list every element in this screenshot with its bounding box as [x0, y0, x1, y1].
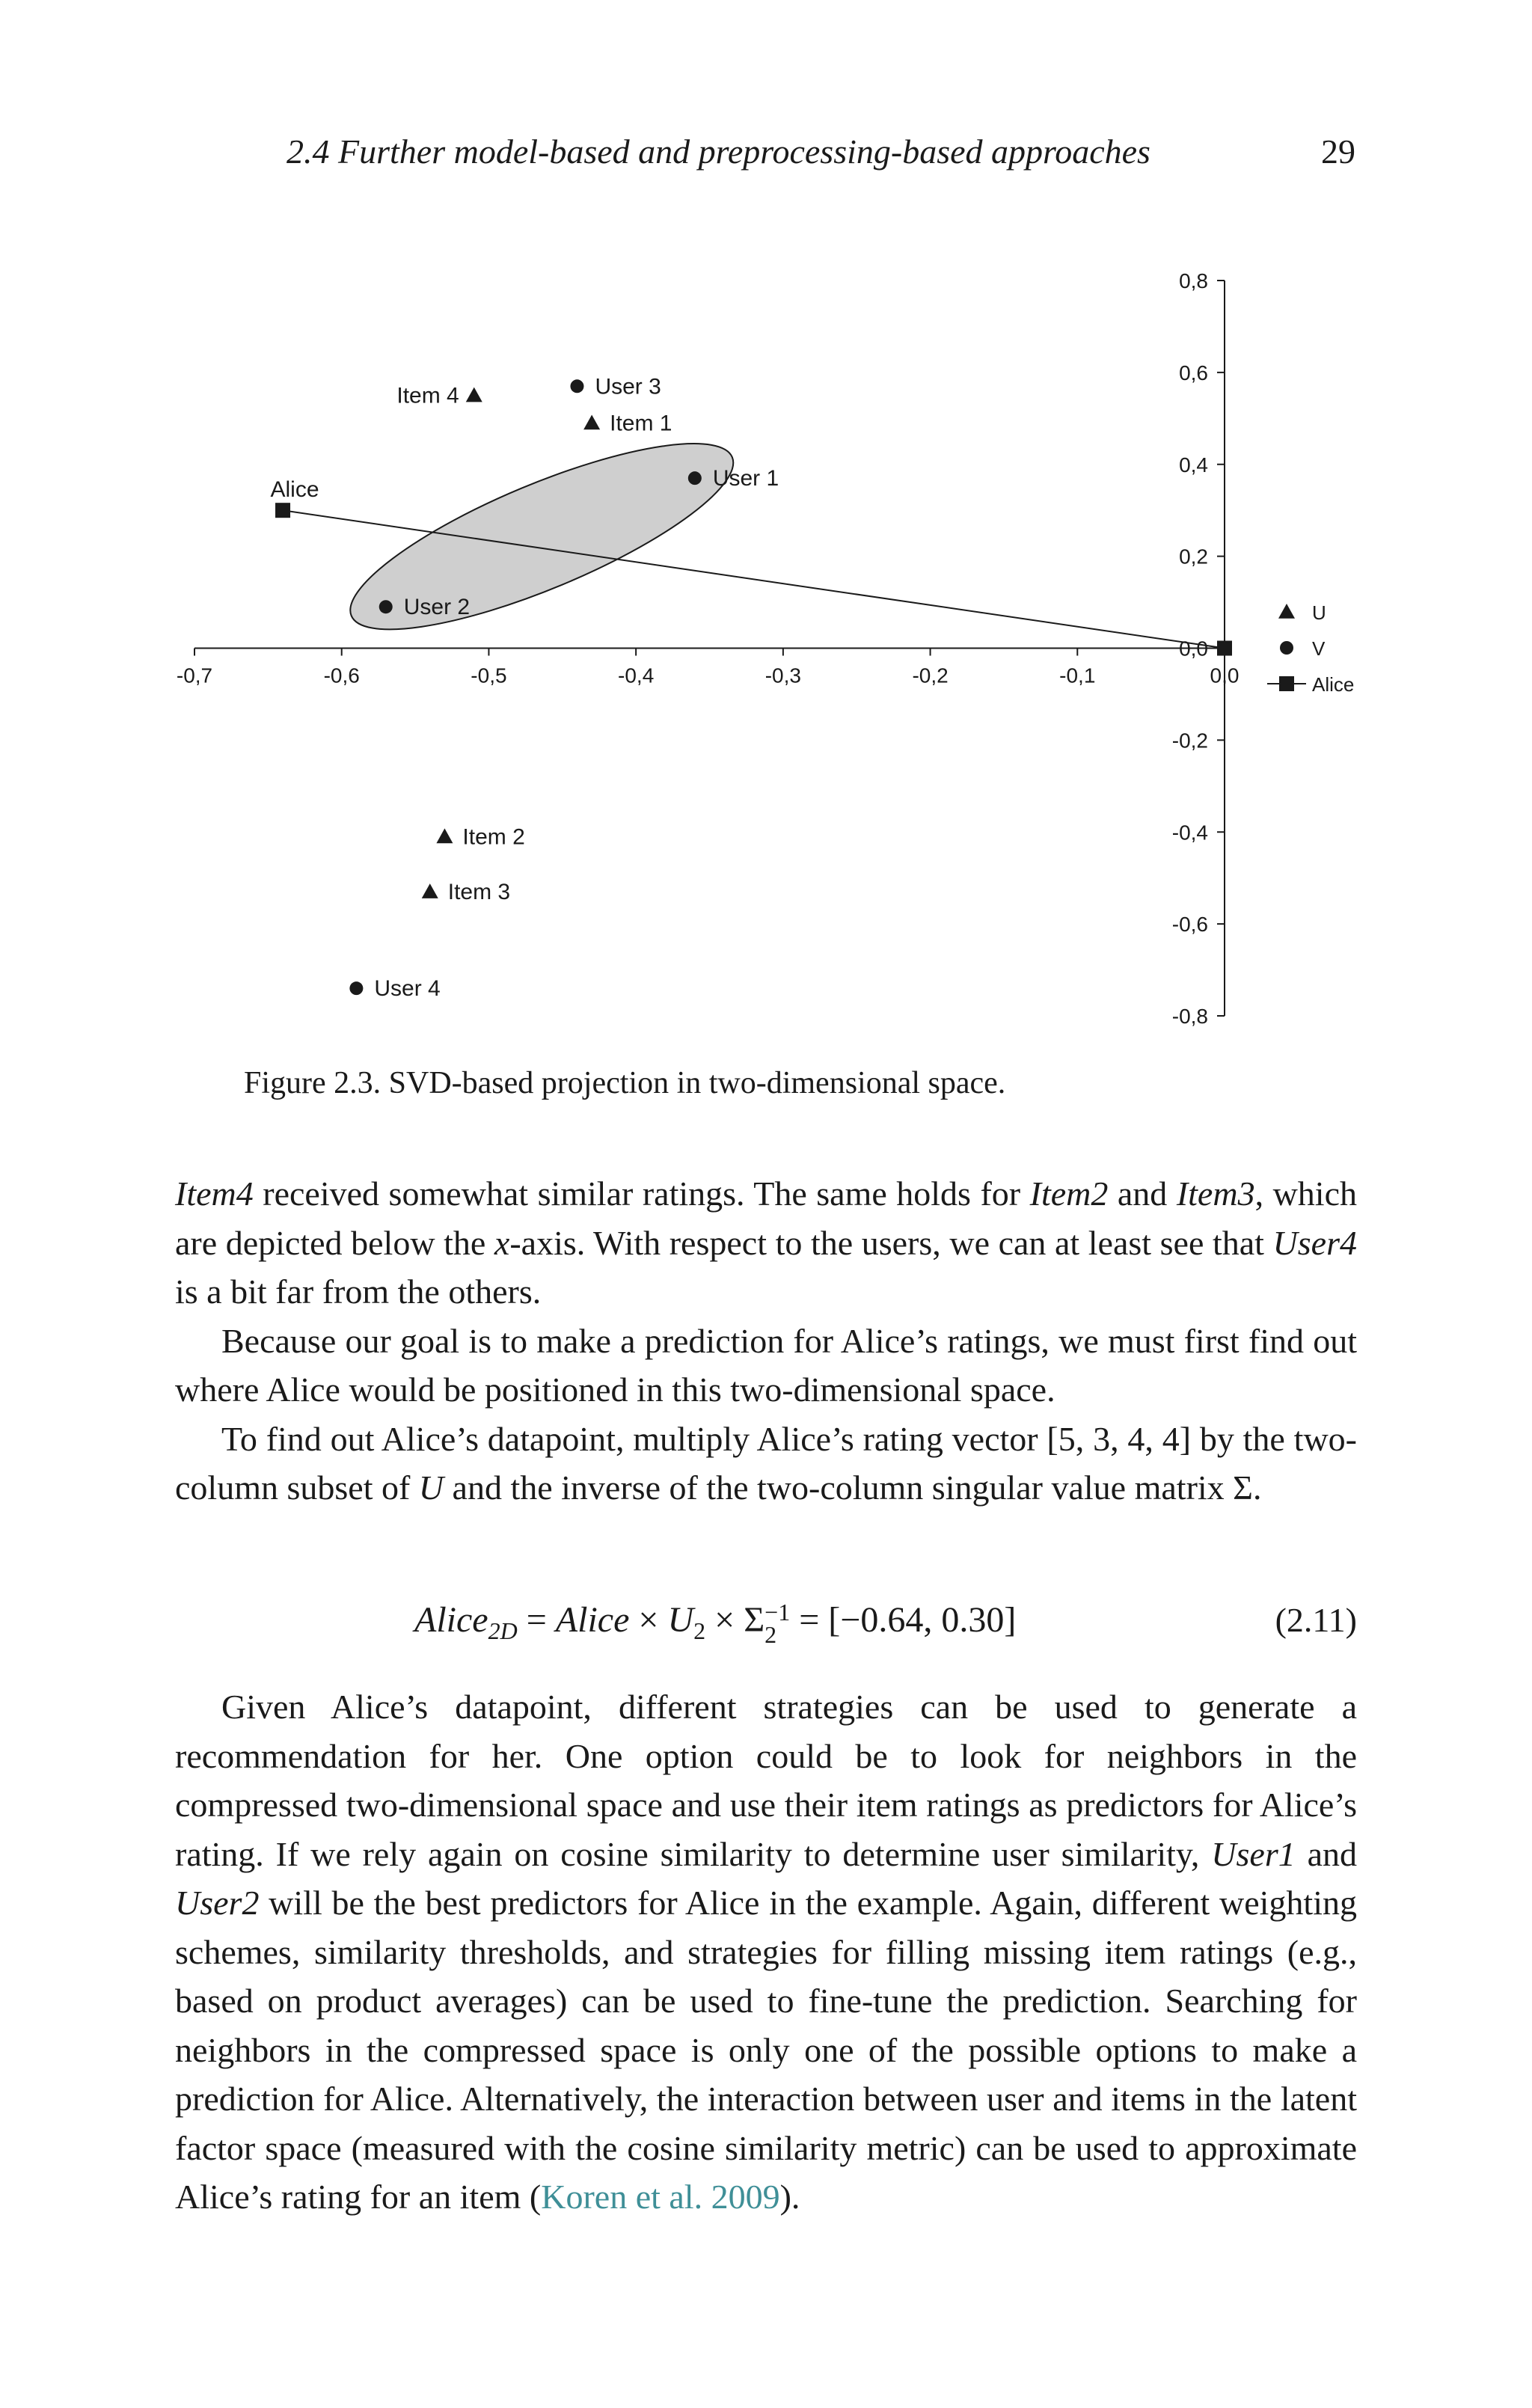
eq-result: [−0.64, 0.30]: [828, 1600, 1017, 1640]
term-u: U: [418, 1468, 444, 1507]
term-item3: Item3: [1176, 1174, 1255, 1213]
marker-item-1: [583, 414, 600, 429]
x-tick-label: -0,2: [912, 664, 949, 687]
body-text-upper: [175, 1169, 1357, 1513]
legend-marker: [1280, 641, 1293, 655]
svd-projection-chart: [150, 247, 1436, 1055]
x-tick-label: -0,7: [176, 664, 213, 687]
x-tick-label: -0,3: [765, 664, 801, 687]
similarity-ellipse-layer: [331, 409, 753, 664]
eq-sigma: Σ: [744, 1600, 765, 1640]
eq-sigma-sub: 2: [765, 1620, 777, 1648]
text-run: and: [1295, 1834, 1357, 1873]
point-label: Item 4: [396, 383, 459, 408]
point-label: User 1: [712, 466, 779, 491]
y-tick-label: -0,2: [1171, 729, 1208, 753]
y-tick-label: 0,0: [1179, 637, 1208, 661]
point-label: Item 3: [447, 880, 511, 905]
paragraph-1: [175, 1169, 1357, 1317]
point-label: User 4: [374, 976, 441, 1002]
marker-alice: [275, 503, 290, 518]
marker-user-4: [349, 981, 363, 995]
y-tick-label: 0,6: [1179, 361, 1208, 385]
marker-origin: [1217, 641, 1232, 656]
body-text-lower: [175, 1682, 1357, 2222]
y-tick-label: -0,6: [1171, 913, 1208, 937]
term-item2: Item2: [1029, 1174, 1109, 1213]
y-tick-label: -0,4: [1171, 821, 1208, 845]
point-label: User 3: [595, 374, 661, 399]
eq-sigma-sup: −1: [765, 1598, 791, 1626]
chart-points: [271, 374, 1232, 1001]
text-run: and: [1108, 1174, 1177, 1213]
x-tick-label: -0,1: [1059, 664, 1096, 687]
text-run: To find out Alice’s datapoint, multiply Alice’s rating vector [5, 3, 4, 4] by the two-column subset of: [175, 1419, 1357, 1507]
text-run: , which are depicted below the: [175, 1174, 1358, 1262]
running-head: [0, 126, 1532, 178]
figure-caption: Figure 2.3. SVD-based projection in two-dimensional space.: [244, 1066, 1006, 1100]
x-tick-label: -0,6: [323, 664, 360, 687]
eq-alice-lhs: Alice: [414, 1600, 488, 1640]
eq-alice-rhs: Alice: [555, 1600, 630, 1640]
marker-item-2: [436, 828, 453, 843]
paragraph-3: [175, 1415, 1357, 1513]
text-run: ).: [779, 2178, 800, 2216]
legend-label: Alice: [1312, 673, 1355, 696]
y-tick-label: 0,8: [1179, 269, 1208, 292]
legend-label: U: [1312, 601, 1326, 624]
point-label: User 2: [403, 595, 471, 620]
x-tick-label: 0,0: [1210, 664, 1240, 687]
text-run: and the inverse of the two-column singular value matrix Σ.: [444, 1468, 1262, 1507]
y-tick-label: 0,2: [1179, 545, 1208, 569]
point-label: Item 2: [462, 824, 525, 850]
eq-times: ×: [629, 1600, 668, 1640]
similarity-ellipse: [331, 409, 753, 664]
equation-2-11: [175, 1594, 1357, 1646]
chart-legend: [1267, 601, 1354, 696]
text-run: Given Alice’s datapoint, different strategies can be used to generate a recommendation for her. One option could be to look for neighbors in the compressed two-dimensional space and use their item ratings as predictors for Alice’s rating. If we rely again on cosine similarity to determine user similarity,: [175, 1688, 1357, 1873]
x-tick-label: -0,5: [471, 664, 507, 687]
eq-u: U: [667, 1600, 694, 1640]
eq-sub-2d: 2D: [488, 1617, 518, 1644]
eq-equals: =: [790, 1600, 829, 1640]
point-label: Alice: [270, 477, 319, 503]
eq-equals: =: [517, 1600, 556, 1640]
term-user1: User1: [1211, 1834, 1296, 1873]
legend-marker: [1278, 604, 1295, 619]
citation-link-koren-2009[interactable]: Koren et al. 2009: [541, 2178, 780, 2216]
running-title: 2.4 Further model-based and preprocessing-based approaches: [287, 132, 1150, 171]
legend-marker: [1279, 676, 1294, 691]
text-run: is a bit far from the others.: [175, 1272, 542, 1311]
page-number: 29: [1321, 132, 1355, 171]
chart-axes: [177, 269, 1240, 1028]
eq-times: ×: [705, 1600, 744, 1640]
paragraph-4: [175, 1682, 1357, 2222]
term-user4: User4: [1272, 1223, 1357, 1262]
marker-user-1: [688, 471, 702, 485]
text-run: will be the best predictors for Alice in the example. Again, different weighting schemes, similarity thresholds, and strategies for filling missing item ratings (e.g., based on product averages) can be used to fine-tune the prediction. Searching for neighbors in the compressed space is only one of the possible options to make a prediction for Alice. Alternatively, the interaction between user and items in the latent factor space (measured with the cosine similarity metric) can be used to approximate Alice’s rating for an item (: [175, 1884, 1357, 2216]
eq-sigma-scripts: [765, 1598, 791, 1648]
term-user2: User2: [175, 1884, 260, 1922]
term-x: x: [494, 1223, 510, 1262]
equation-body: [414, 1594, 1016, 1657]
eq-u-sub: 2: [693, 1617, 706, 1644]
equation-number: (2.11): [1275, 1601, 1357, 1639]
marker-item-4: [466, 387, 482, 402]
text-run: received somewhat similar ratings. The same holds for: [253, 1174, 1030, 1213]
marker-item-3: [422, 883, 438, 898]
y-tick-label: -0,8: [1171, 1005, 1208, 1028]
term-item4: Item4: [175, 1174, 254, 1213]
x-tick-label: -0,4: [618, 664, 655, 687]
text-run: -axis. With respect to the users, we can at least see that: [509, 1223, 1273, 1262]
marker-user-2: [379, 600, 393, 613]
legend-label: V: [1312, 637, 1326, 660]
point-label: Item 1: [610, 411, 672, 436]
marker-user-3: [570, 379, 583, 393]
y-tick-label: 0,4: [1179, 453, 1208, 477]
paragraph-2: Because our goal is to make a prediction for Alice’s ratings, we must first find out where Alice would be positioned in this two-dimensional space.: [175, 1321, 1357, 1409]
